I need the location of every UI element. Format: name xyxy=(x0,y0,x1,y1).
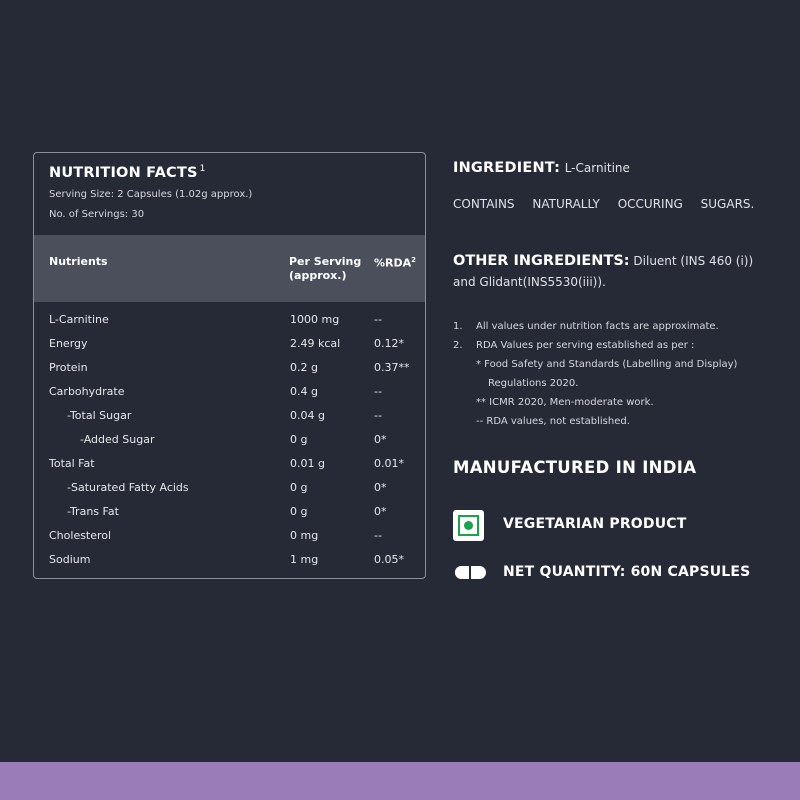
nutrient-per-serving: 1 mg xyxy=(290,553,319,566)
veg-symbol-icon xyxy=(453,510,484,541)
nutrition-facts-title: NUTRITION FACTS $^1$ xyxy=(49,164,206,181)
ingredient-label: INGREDIENT: xyxy=(453,160,561,176)
nutrient-rda: -- xyxy=(374,313,382,326)
nutrient-name: Total Fat xyxy=(49,457,95,470)
footnote-2-icmr: ** ICMR 2020, Men-moderate work. xyxy=(476,397,654,408)
capsule-icon xyxy=(455,566,486,579)
nutrient-name: -Added Sugar xyxy=(80,433,155,446)
nutrition-facts-panel xyxy=(33,152,426,579)
nutrient-row xyxy=(34,361,425,385)
nutrient-name: Protein xyxy=(49,361,88,374)
nutrient-row xyxy=(34,481,425,505)
nutrient-rda: -- xyxy=(374,529,382,542)
nutrient-per-serving: 2.49 kcal xyxy=(290,337,341,350)
nutrient-per-serving: 0.01 g xyxy=(290,457,325,470)
nutrient-per-serving: 0 g xyxy=(290,481,308,494)
nutrient-row xyxy=(34,433,425,457)
nutrient-rda: 0.37** xyxy=(374,361,410,374)
nutrient-per-serving: 0.2 g xyxy=(290,361,318,374)
nutrient-name: -Total Sugar xyxy=(67,409,132,422)
nutrient-name: Carbohydrate xyxy=(49,385,125,398)
nutrient-row xyxy=(34,553,425,577)
nutrient-rda: 0* xyxy=(374,481,387,494)
nutrient-rda: 0* xyxy=(374,433,387,446)
header-nutrients: Nutrients xyxy=(49,255,108,268)
nutrient-rda: -- xyxy=(374,385,382,398)
nutrient-per-serving: 0 g xyxy=(290,505,308,518)
footnote-2: 2. RDA Values per serving established as per : xyxy=(453,340,695,351)
nutrient-name: -Saturated Fatty Acids xyxy=(67,481,189,494)
nutrient-name: Cholesterol xyxy=(49,529,112,542)
nutrition-table-body xyxy=(34,313,425,577)
nutrient-per-serving: 0.4 g xyxy=(290,385,318,398)
title-footnote: 1 xyxy=(199,164,206,174)
bottom-accent-band xyxy=(0,762,800,800)
nutrient-name: Sodium xyxy=(49,553,91,566)
ingredient-value: L-Carnitine xyxy=(564,161,630,175)
footnote-1: 1. All values under nutrition facts are approximate. xyxy=(453,321,719,332)
nutrient-per-serving: 0.04 g xyxy=(290,409,325,422)
nutrient-row xyxy=(34,505,425,529)
nutrient-name: -Trans Fat xyxy=(67,505,119,518)
nutrient-rda: 0.01* xyxy=(374,457,404,470)
header-per-serving: Per Serving (approx.) xyxy=(289,255,362,282)
footnote-2-fssai-cont: Regulations 2020. xyxy=(488,378,579,389)
serving-size: Serving Size: 2 Capsules (1.02g approx.) xyxy=(49,189,253,200)
footnote-2-fssai: * Food Safety and Standards (Labelling and Display) xyxy=(476,359,738,370)
other-ingredients xyxy=(453,251,763,293)
footnote-2-not-established: -- RDA values, not established. xyxy=(476,416,630,427)
nutrient-row xyxy=(34,529,425,553)
nutrient-row xyxy=(34,385,425,409)
other-ingredients-label: OTHER INGREDIENTS: xyxy=(453,253,630,269)
manufactured-in-india: MANUFACTURED IN INDIA xyxy=(453,458,697,477)
nutrient-row xyxy=(34,409,425,433)
nutrient-row xyxy=(34,457,425,481)
nutrient-rda: 0* xyxy=(374,505,387,518)
net-quantity-label: NET QUANTITY: 60N CAPSULES xyxy=(503,564,751,580)
nutrition-table-header xyxy=(34,235,425,302)
footnotes xyxy=(453,317,773,431)
nutrient-name: Energy xyxy=(49,337,88,350)
nutrient-per-serving: 0 g xyxy=(290,433,308,446)
nutrient-name: L-Carnitine xyxy=(49,313,109,326)
nutrient-per-serving: 1000 mg xyxy=(290,313,340,326)
ingredient-line xyxy=(453,160,763,176)
nutrient-row xyxy=(34,313,425,337)
nutrient-per-serving: 0 mg xyxy=(290,529,319,542)
nutrient-rda: 0.12* xyxy=(374,337,404,350)
contains-note: CONTAINS NATURALLY OCCURING SUGARS. xyxy=(453,197,755,211)
nutrient-rda: 0.05* xyxy=(374,553,404,566)
header-rda: %RDA$^2$ xyxy=(374,256,417,270)
number-of-servings: No. of Servings: 30 xyxy=(49,209,145,220)
vegetarian-product-label: VEGETARIAN PRODUCT xyxy=(503,516,687,532)
other-ingredients-value: Diluent (INS 460 (i)) and Glidant(INS5530(iii)). xyxy=(453,254,754,289)
nutrient-rda: -- xyxy=(374,409,382,422)
nutrient-row xyxy=(34,337,425,361)
